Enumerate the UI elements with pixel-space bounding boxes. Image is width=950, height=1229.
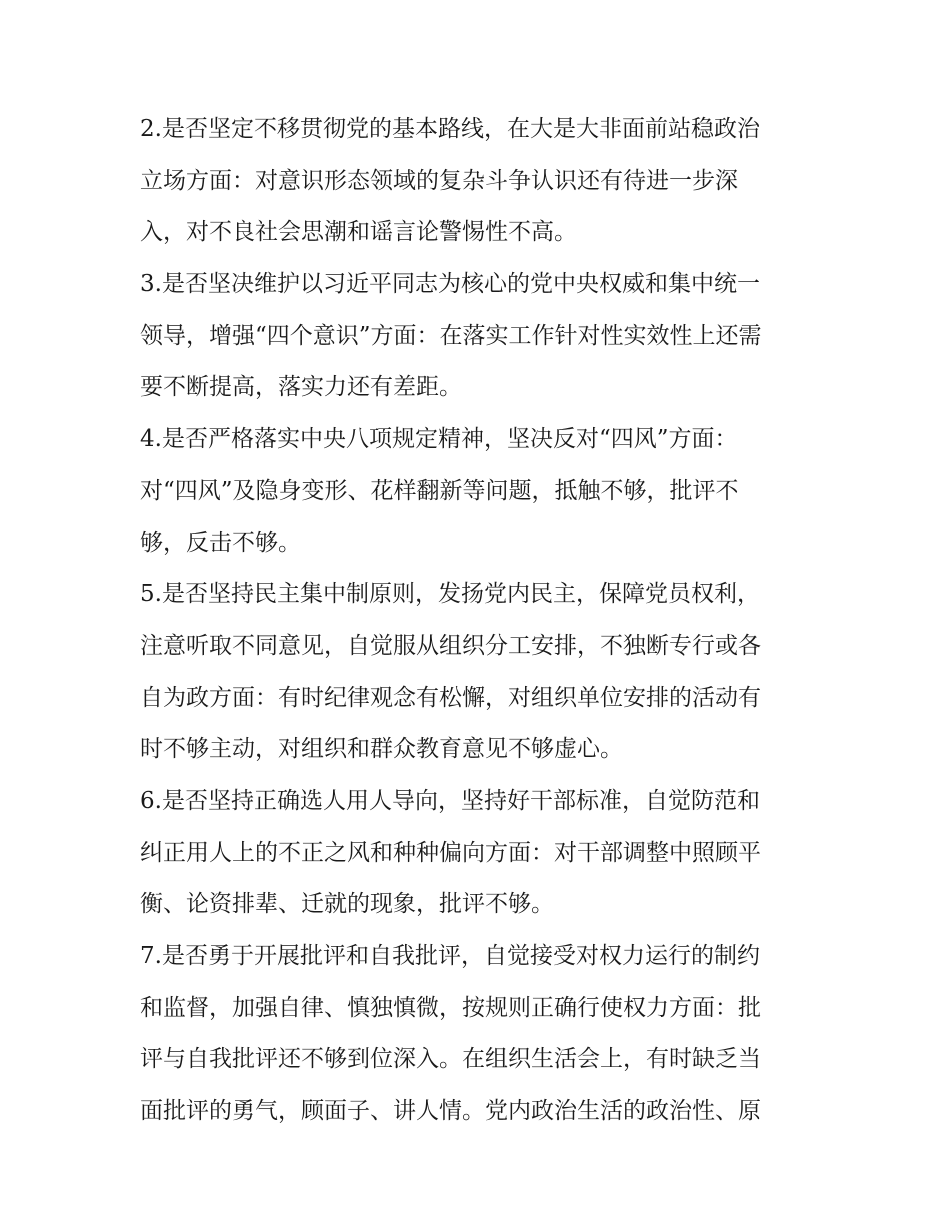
text-line: 入，对不良社会思潮和谣言论警惕性不高。	[140, 219, 577, 246]
text-line: 2.是否坚定不移贯彻党的基本路线，在大是大非面前站稳政治	[140, 116, 760, 142]
text-line: 自为政方面：有时纪律观念有松懈，对组织单位安排的活动有	[140, 684, 761, 711]
text-line: 4.是否严格落实中央八项规定精神，坚决反对“四风”方面：	[140, 426, 738, 453]
text-line: 评与自我批评还不够到位深入。在组织生活会上，有时缺乏当	[140, 1046, 761, 1073]
text-line: 3.是否坚决维护以习近平同志为核心的党中央权威和集中统一	[140, 271, 760, 298]
text-line: 5.是否坚持民主集中制原则，发扬党内民主，保障党员权利，	[140, 581, 760, 608]
text-line: 时不够主动，对组织和群众教育意见不够虚心。	[140, 736, 623, 763]
text-line: 衡、论资排辈、迁就的现象，批评不够。	[140, 891, 554, 918]
text-line: 注意听取不同意见，自觉服从组织分工安排，不独断专行或各	[140, 632, 761, 659]
document-body	[140, 104, 820, 1138]
text-line: 6.是否坚持正确选人用人导向，坚持好干部标准，自觉防范和	[140, 787, 760, 814]
text-line: 和监督，加强自律、慎独慎微，按规则正确行使权力方面：批	[140, 994, 761, 1021]
text-line: 7.是否勇于开展批评和自我批评，自觉接受对权力运行的制约	[140, 943, 760, 969]
text-line: 要不断提高，落实力还有差距。	[140, 374, 462, 401]
text-line: 纠正用人上的不正之风和种种偏向方面：对干部调整中照顾平	[140, 839, 761, 866]
text-line: 对“四风”及隐身变形、花样翻新等问题，抵触不够，批评不	[140, 477, 739, 504]
text-line: 够，反击不够。	[140, 529, 301, 556]
text-line: 领导，增强“四个意识”方面：在落实工作针对性实效性上还需	[140, 322, 762, 349]
text-line: 立场方面：对意识形态领域的复杂斗争认识还有待进一步深	[140, 167, 738, 194]
text-line: 面批评的勇气，顾面子、讲人情。党内政治生活的政治性、原	[140, 1098, 761, 1125]
